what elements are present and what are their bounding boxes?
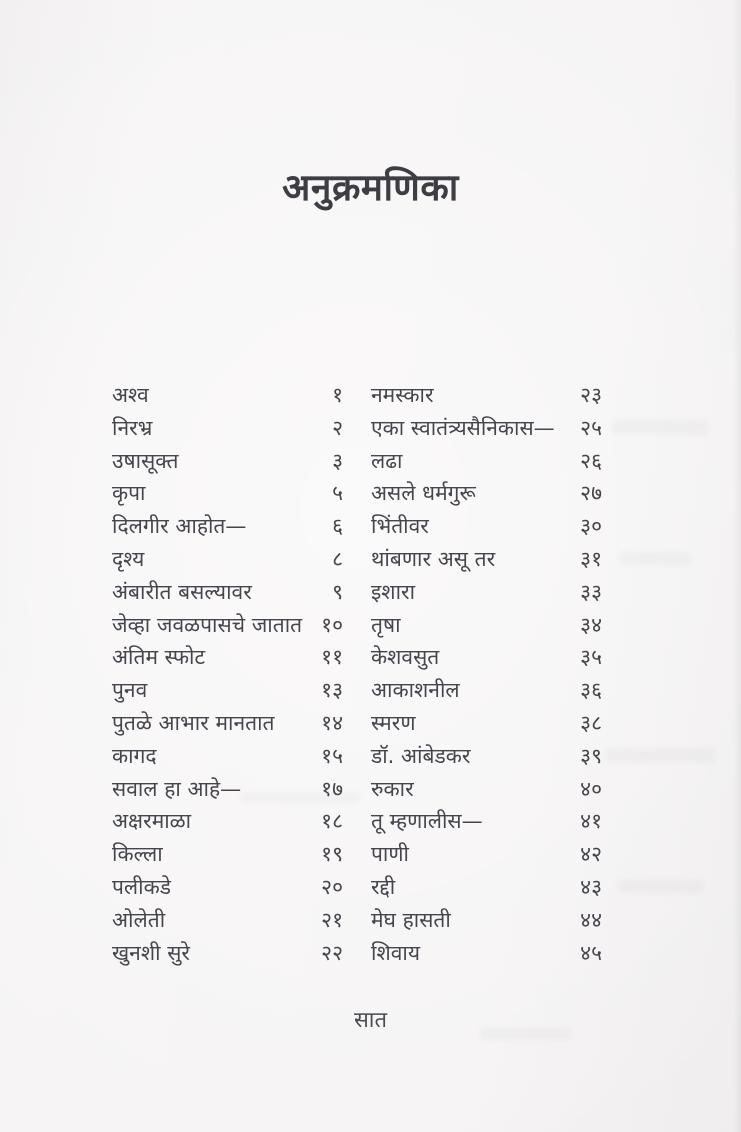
toc-entry-page-number: ९	[332, 579, 343, 604]
toc-entry-page-number: ३९	[580, 743, 602, 768]
toc-entry-title: पुतळे आभार मानतात	[112, 710, 275, 735]
toc-entry-page-number: ३४	[580, 612, 602, 637]
table-of-contents	[112, 379, 602, 969]
toc-entry	[112, 740, 343, 773]
bleed-through-artifact	[620, 552, 690, 565]
toc-entry-page-number: २२	[321, 940, 343, 965]
toc-entry-title: खुनशी सुरे	[112, 940, 191, 965]
toc-entry-title: आकाशनील	[371, 678, 460, 703]
toc-entry-page-number: ३	[332, 448, 343, 473]
toc-entry-title: मेघ हासती	[371, 907, 451, 932]
toc-entry	[371, 379, 602, 412]
toc-entry-page-number: २१	[321, 907, 343, 932]
toc-entry-page-number: ३८	[580, 710, 602, 735]
toc-entry-title: तू म्हणालीस—	[371, 809, 483, 834]
toc-entry-page-number: १५	[321, 743, 343, 768]
toc-entry-page-number: २३	[580, 383, 602, 407]
toc-entry-page-number: २५	[580, 415, 602, 440]
toc-entry	[371, 576, 602, 609]
toc-left-column	[112, 379, 343, 969]
toc-entry-title: दिलगीर आहोत—	[112, 514, 247, 539]
toc-entry	[112, 477, 343, 510]
toc-entry-title: निरभ्र	[112, 415, 153, 440]
toc-entry	[371, 510, 602, 543]
toc-entry	[371, 805, 602, 838]
bleed-through-artifact	[480, 1028, 570, 1040]
toc-entry	[371, 740, 602, 773]
toc-entry-page-number: ११	[321, 645, 343, 670]
toc-entry-title: कृपा	[112, 481, 146, 506]
toc-entry-title: अश्व	[112, 383, 149, 407]
toc-entry-title: ओलेती	[112, 907, 166, 932]
toc-entry-page-number: ६	[332, 514, 343, 539]
toc-entry	[371, 838, 602, 871]
toc-entry-page-number: ३१	[580, 546, 602, 571]
toc-entry	[112, 805, 343, 838]
toc-entry-title: किल्ला	[112, 842, 163, 867]
toc-entry	[112, 674, 343, 707]
toc-entry-page-number: ३३	[580, 579, 602, 604]
toc-entry-page-number: ४१	[580, 809, 602, 834]
toc-entry-title: लढा	[371, 448, 403, 473]
toc-entry-title: पाणी	[371, 842, 409, 867]
toc-entry-title: पुनव	[112, 678, 148, 703]
toc-entry	[371, 674, 602, 707]
toc-entry-title: एका स्वातंत्र्यसैनिकास—	[371, 415, 555, 440]
toc-entry	[371, 773, 602, 806]
toc-entry-page-number: २	[332, 415, 343, 440]
toc-entry-title: भिंतीवर	[371, 514, 429, 539]
toc-entry	[112, 871, 343, 904]
toc-entry-page-number: १	[332, 383, 343, 407]
toc-entry-page-number: ४३	[580, 874, 602, 899]
toc-entry-title: थांबणार असू तर	[371, 546, 496, 571]
toc-entry-title: अंतिम स्फोट	[112, 645, 206, 670]
toc-entry-page-number: १८	[321, 809, 343, 834]
bleed-through-artifact	[618, 880, 703, 893]
toc-entry-page-number: १०	[321, 612, 343, 637]
toc-entry	[112, 937, 343, 970]
toc-entry-page-number: ५	[332, 481, 343, 506]
toc-entry	[371, 904, 602, 937]
toc-entry	[371, 543, 602, 576]
toc-entry-page-number: २६	[580, 448, 602, 473]
toc-entry-page-number: ४२	[580, 842, 602, 867]
toc-right-column	[371, 379, 602, 969]
toc-entry	[371, 412, 602, 445]
toc-entry	[112, 379, 343, 412]
toc-entry-page-number: १७	[321, 776, 343, 801]
bleed-through-artifact	[605, 748, 715, 762]
toc-entry	[371, 477, 602, 510]
toc-entry-title: पलीकडे	[112, 874, 171, 899]
toc-entry-title: शिवाय	[371, 940, 421, 965]
folio-page-number: सात	[353, 1008, 388, 1033]
toc-entry	[112, 445, 343, 478]
toc-entry	[112, 838, 343, 871]
toc-entry-title: तृषा	[371, 612, 401, 637]
toc-entry	[371, 445, 602, 478]
toc-entry-page-number: ४४	[580, 907, 602, 932]
bleed-through-artifact	[612, 420, 708, 434]
toc-entry-page-number: ३५	[580, 645, 602, 670]
page-title: अनुक्रमणिका	[282, 166, 459, 209]
toc-entry-title: अंबारीत बसल्यावर	[112, 579, 252, 604]
toc-entry-page-number: ८	[332, 546, 343, 571]
toc-entry-title: रुकार	[371, 776, 414, 801]
toc-entry-page-number: १९	[321, 842, 343, 867]
toc-entry-title: असले धर्मगुरू	[371, 481, 476, 506]
toc-entry-title: केशवसुत	[371, 645, 440, 670]
toc-entry-title: दृश्य	[112, 546, 145, 571]
toc-entry-page-number: १३	[321, 678, 343, 703]
toc-entry-page-number: २०	[321, 874, 343, 899]
toc-entry-page-number: ३०	[580, 514, 602, 539]
toc-entry-title: रद्दी	[371, 874, 396, 899]
toc-entry-title: जेव्हा जवळपासचे जातात	[112, 612, 303, 637]
toc-entry	[112, 412, 343, 445]
toc-entry	[112, 904, 343, 937]
toc-entry-title: इशारा	[371, 579, 416, 604]
toc-entry-title: कागद	[112, 743, 157, 768]
toc-entry-page-number: ३६	[580, 678, 602, 703]
toc-entry-page-number: ४५	[580, 940, 602, 965]
toc-entry-page-number: १४	[321, 710, 343, 735]
toc-entry-title: नमस्कार	[371, 383, 434, 407]
toc-entry-title: अक्षरमाळा	[112, 809, 192, 834]
toc-entry-title: उषासूक्त	[112, 448, 179, 473]
toc-entry-page-number: ४०	[580, 776, 602, 801]
toc-entry-title: डॉ. आंबेडकर	[371, 743, 471, 768]
bleed-through-artifact	[240, 792, 360, 804]
toc-entry-title: स्मरण	[371, 710, 416, 735]
toc-entry-page-number: २७	[580, 481, 602, 506]
toc-entry	[371, 707, 602, 740]
toc-entry	[112, 543, 343, 576]
toc-entry	[371, 641, 602, 674]
toc-entry	[112, 576, 343, 609]
toc-entry-title: सवाल हा आहे—	[112, 776, 242, 801]
toc-entry	[112, 707, 343, 740]
toc-entry	[371, 937, 602, 970]
toc-entry	[112, 510, 343, 543]
toc-entry	[112, 641, 343, 674]
toc-entry	[371, 871, 602, 904]
toc-entry	[371, 609, 602, 642]
toc-entry	[112, 609, 343, 642]
